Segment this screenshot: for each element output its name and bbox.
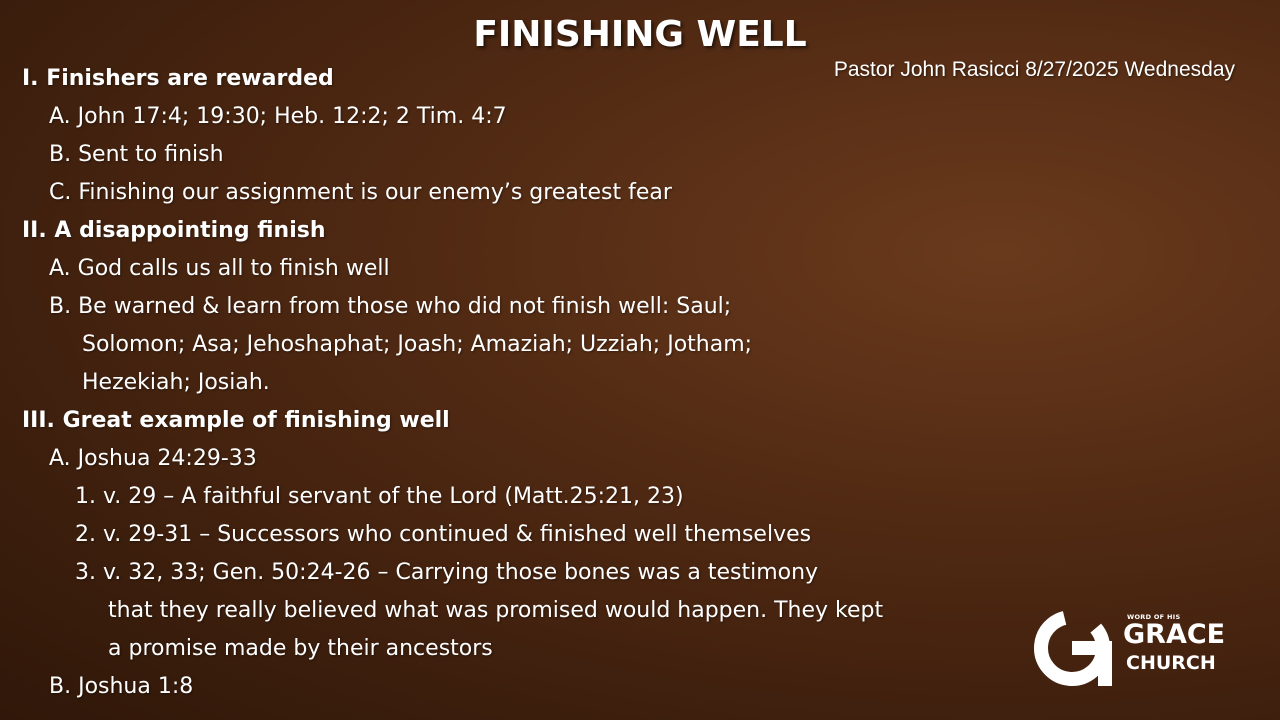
outline-line: 2. v. 29-31 – Successors who continued & finished well themselves xyxy=(75,522,812,547)
slide-title: FINISHING WELL xyxy=(473,14,807,55)
outline-line: A. John 17:4; 19:30; Heb. 12:2; 2 Tim. 4:7 xyxy=(49,104,507,129)
sermon-outline xyxy=(22,60,1022,706)
outline-line: Solomon; Asa; Jehoshaphat; Joash; Amaziah; Uzziah; Jotham; xyxy=(82,332,753,357)
outline-line: 1. v. 29 – A faithful servant of the Lord (Matt.25:21, 23) xyxy=(75,484,684,509)
outline-line: I. Finishers are rewarded xyxy=(22,66,334,91)
outline-line: A. God calls us all to finish well xyxy=(49,256,390,281)
outline-line: Hezekiah; Josiah. xyxy=(82,370,270,395)
outline-line: 3. v. 32, 33; Gen. 50:24-26 – Carrying those bones was a testimony xyxy=(75,560,819,585)
outline-line: II. A disappointing finish xyxy=(22,218,326,243)
outline-line: a promise made by their ancestors xyxy=(108,636,493,661)
logo-church-text: CHURCH xyxy=(1126,652,1216,674)
outline-line: A. Joshua 24:29-33 xyxy=(49,446,257,471)
logo-tagline: WORD OF HIS xyxy=(1127,613,1181,621)
outline-line: C. Finishing our assignment is our enemy’s greatest fear xyxy=(49,180,672,205)
outline-line: B. Be warned & learn from those who did not finish well: Saul; xyxy=(49,294,732,319)
grace-church-logo xyxy=(1032,604,1242,688)
logo-grace-text: GRACE xyxy=(1123,619,1226,650)
outline-line: B. Joshua 1:8 xyxy=(49,674,194,699)
outline-line: that they really believed what was promised would happen. They kept xyxy=(108,598,884,623)
outline-line: III. Great example of finishing well xyxy=(22,408,450,433)
grace-g-logo-icon xyxy=(1032,604,1116,688)
slide-subtitle: Pastor John Rasicci 8/27/2025 Wednesday xyxy=(833,58,1235,81)
outline-line: B. Sent to finish xyxy=(49,142,224,167)
